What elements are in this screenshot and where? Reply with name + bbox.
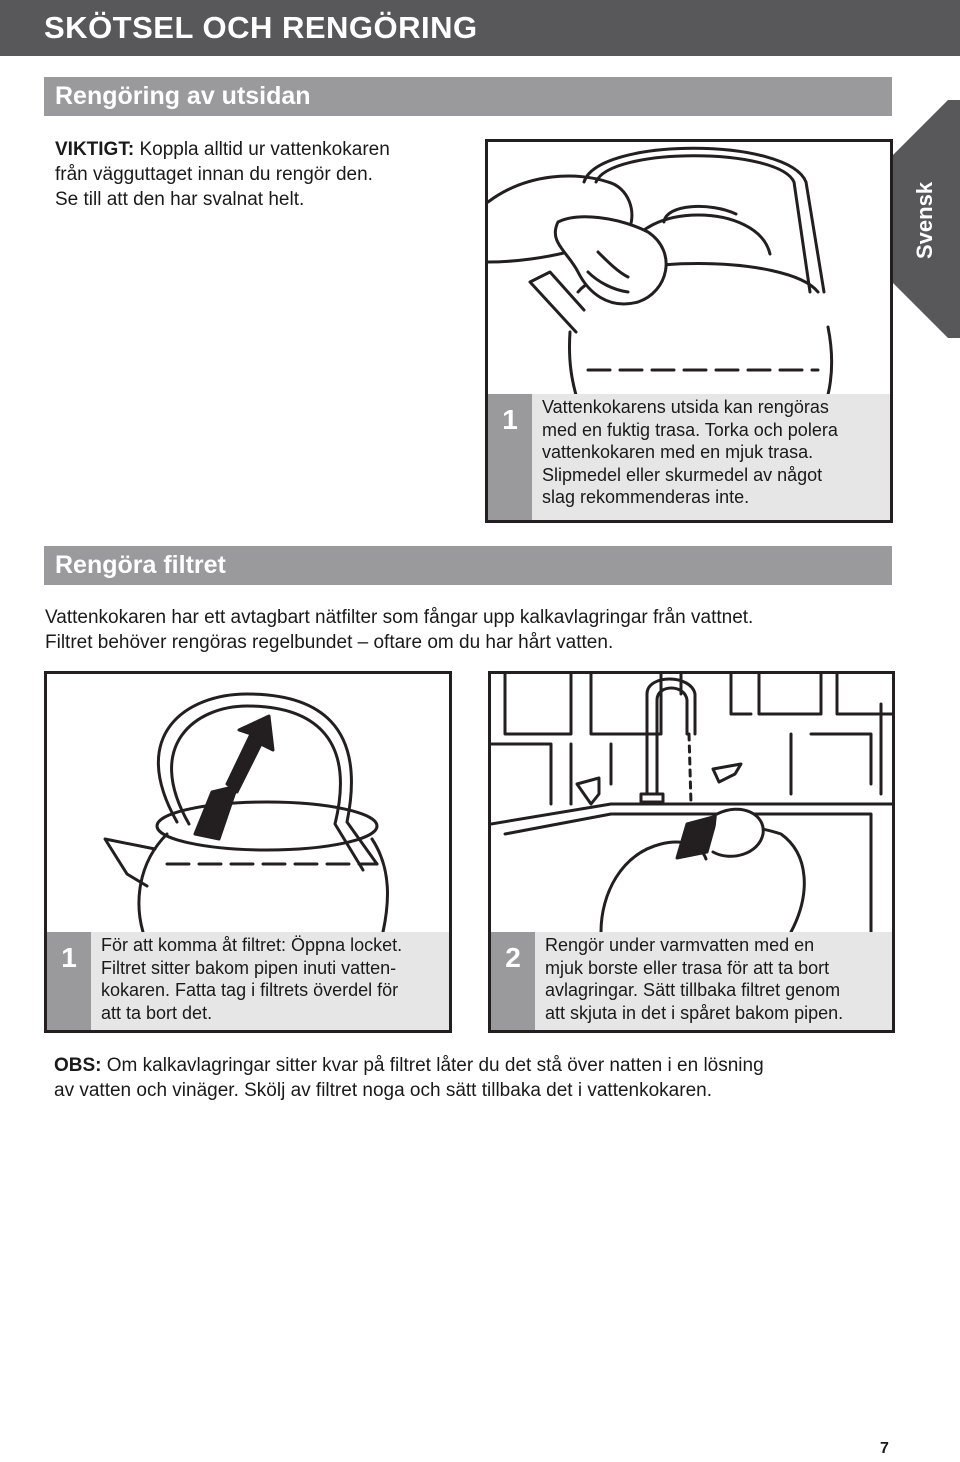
step-line: Rengör under varmvatten med en xyxy=(545,935,815,955)
important-line: Se till att den har svalnat helt. xyxy=(55,189,305,210)
note-line: Om kalkavlagringar sitter kvar på filtret låter du det stå över natten i en lösning xyxy=(106,1055,764,1076)
section-title: Rengöra filtret xyxy=(55,551,226,579)
language-tab[interactable] xyxy=(890,100,960,338)
filter-intro xyxy=(45,605,895,655)
important-label: VIKTIGT: xyxy=(55,139,135,160)
step-text xyxy=(101,934,402,1024)
step-line: Slipmedel eller skurmedel av något xyxy=(542,464,823,485)
language-tab-label: Svensk xyxy=(912,181,937,259)
note-label: OBS: xyxy=(54,1055,102,1076)
step-line: slag rekommenderas inte. xyxy=(542,487,750,507)
step-line: mjuk borste eller trasa för att ta bort xyxy=(545,957,830,978)
step-number-cell xyxy=(491,932,535,1030)
step-number: 1 xyxy=(502,404,518,435)
step-text xyxy=(542,396,838,509)
page-number: 7 xyxy=(880,1440,889,1457)
step-line: Filtret sitter bakom pipen inuti vatten- xyxy=(101,957,397,978)
step-caption xyxy=(491,932,892,1030)
step-line: avlagringar. Sätt tillbaka filtret genom xyxy=(545,980,841,1000)
faucet-rinsing-filter-icon xyxy=(491,674,892,932)
figure-filter-rinsing xyxy=(488,671,895,1033)
note-line: av vatten och vinäger. Skölj av filtret noga och sätt tillbaka det i vattenkokaren. xyxy=(54,1080,712,1101)
important-notice xyxy=(55,137,475,212)
step-line: med en fuktig trasa. Torka och polera xyxy=(542,419,838,440)
step-number-cell xyxy=(47,932,91,1030)
intro-line: Filtret behöver rengöras regelbundet – oftare om du har hårt vatten. xyxy=(45,632,614,653)
page-header-banner xyxy=(0,0,960,56)
step-line: att ta bort det. xyxy=(101,1002,213,1023)
important-line: Koppla alltid ur vattenkokaren xyxy=(139,139,390,160)
section-heading-exterior xyxy=(44,77,892,116)
important-line: från vägguttaget innan du rengör den. xyxy=(55,164,373,185)
step-line: Vattenkokarens utsida kan rengöras xyxy=(542,397,829,417)
step-line: För att komma åt filtret: Öppna locket. xyxy=(101,935,403,955)
step-line: att skjuta in det i spåret bakom pipen. xyxy=(545,1002,844,1023)
page-title: SKÖTSEL OCH RENGÖRING xyxy=(44,10,478,45)
step-line: vattenkokaren med en mjuk trasa. xyxy=(542,442,814,462)
section-heading-filter xyxy=(44,546,892,585)
figure-exterior-cleaning xyxy=(485,139,893,523)
kettle-filter-removal-icon xyxy=(47,674,449,932)
figure-filter-removal xyxy=(44,671,452,1033)
section-title: Rengöring av utsidan xyxy=(55,82,311,110)
step-caption xyxy=(488,394,890,520)
step-line: kokaren. Fatta tag i filtrets överdel för xyxy=(101,980,399,1000)
step-caption xyxy=(47,932,449,1030)
step-number: 2 xyxy=(505,942,521,973)
intro-line: Vattenkokaren har ett avtagbart nätfilter som fångar upp kalkavlagringar från vattnet. xyxy=(45,607,754,628)
step-number: 1 xyxy=(61,942,77,973)
step-text xyxy=(545,934,843,1024)
kettle-wiping-icon xyxy=(488,142,890,402)
step-number-cell xyxy=(488,394,532,520)
note-paragraph xyxy=(54,1053,904,1103)
